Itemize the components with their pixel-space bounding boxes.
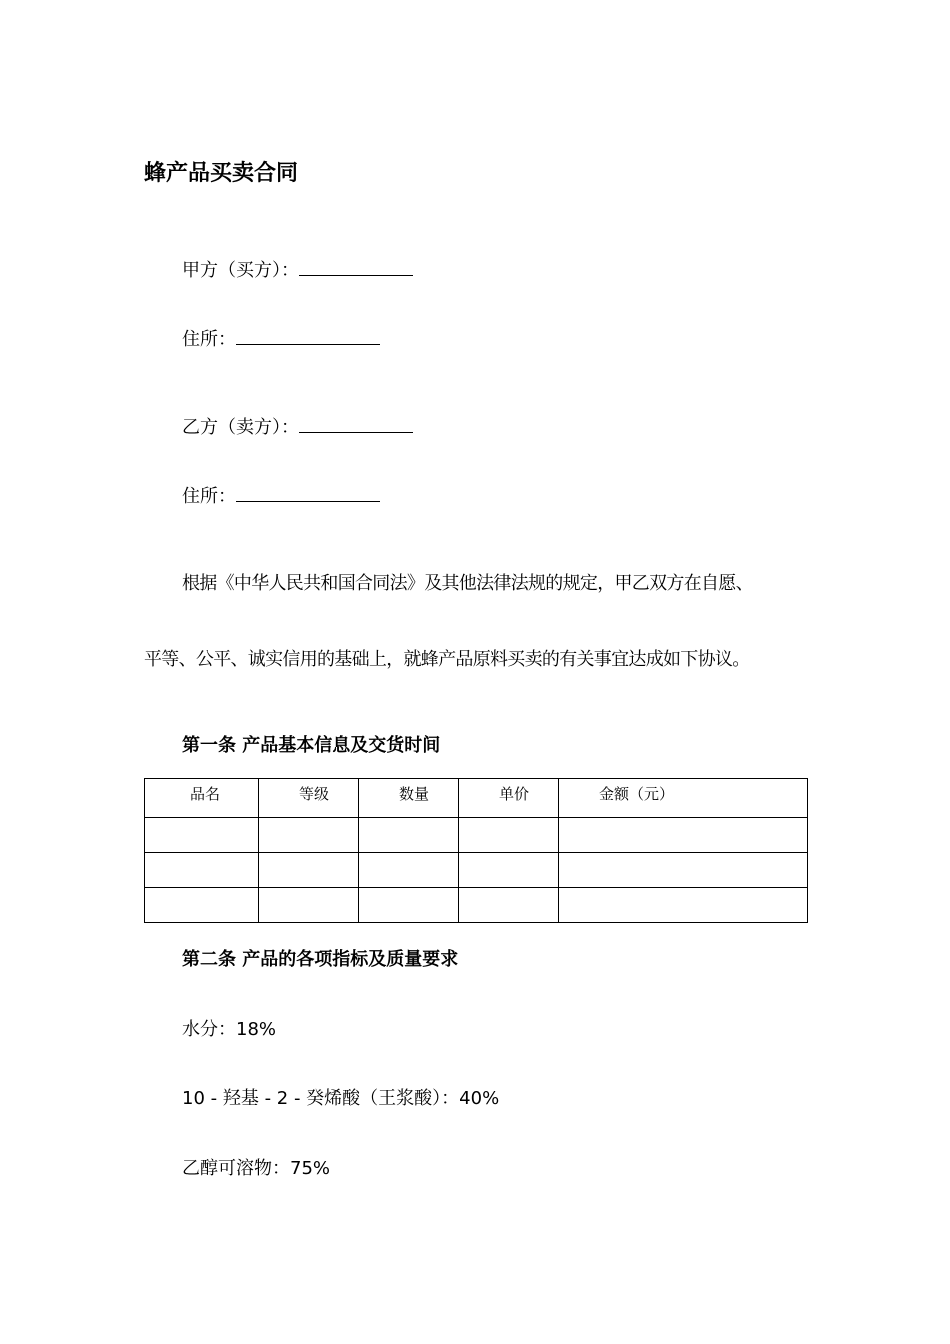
- table-cell[interactable]: [145, 888, 259, 923]
- table-cell[interactable]: [459, 888, 559, 923]
- table-cell[interactable]: [259, 853, 359, 888]
- party-a-address-line: [182, 325, 380, 351]
- table-cell[interactable]: [459, 818, 559, 853]
- party-b-label: 乙方（卖方）：: [182, 417, 299, 438]
- table-row: [145, 888, 808, 923]
- article-2-heading: 第二条 产品的各项指标及质量要求: [182, 949, 459, 970]
- quality-item-ethanol-soluble: 乙醇可溶物：75%: [182, 1158, 331, 1179]
- header-amount: 金额（元）: [559, 779, 808, 818]
- party-b-address-label: 住所：: [182, 486, 236, 507]
- table-row: [145, 818, 808, 853]
- table-cell[interactable]: [559, 853, 808, 888]
- table-cell[interactable]: [359, 853, 459, 888]
- table-cell[interactable]: [359, 888, 459, 923]
- product-info-table: [144, 778, 808, 923]
- article-1-heading: 第一条 产品基本信息及交货时间: [182, 735, 441, 756]
- header-quantity: 数量: [359, 779, 459, 818]
- party-a-address-blank[interactable]: [236, 330, 380, 345]
- intro-line-2: 平等、公平、诚实信用的基础上，就蜂产品原料买卖的有关事宜达成如下协议。: [144, 649, 750, 670]
- header-grade: 等级: [259, 779, 359, 818]
- party-b-address-line: [182, 482, 380, 508]
- table-row: [145, 853, 808, 888]
- table-cell[interactable]: [145, 818, 259, 853]
- party-b-address-blank[interactable]: [236, 487, 380, 502]
- party-a-label: 甲方（买方）：: [182, 260, 299, 281]
- table-cell[interactable]: [459, 853, 559, 888]
- party-b-line: [182, 413, 413, 439]
- document-title: 蜂产品买卖合同: [144, 161, 299, 186]
- table-cell[interactable]: [259, 888, 359, 923]
- table-cell[interactable]: [259, 818, 359, 853]
- party-a-address-label: 住所：: [182, 329, 236, 350]
- header-product-name: 品名: [145, 779, 259, 818]
- party-b-blank[interactable]: [299, 418, 413, 433]
- table-cell[interactable]: [359, 818, 459, 853]
- party-a-line: [182, 256, 413, 282]
- table-cell[interactable]: [559, 818, 808, 853]
- table-header-row: [145, 779, 808, 818]
- quality-item-10-hda: 10 - 羟基 - 2 - 癸烯酸（王浆酸）：40%: [182, 1088, 500, 1109]
- table-cell[interactable]: [559, 888, 808, 923]
- quality-item-moisture: 水分：18%: [182, 1019, 277, 1040]
- header-unit-price: 单价: [459, 779, 559, 818]
- party-a-blank[interactable]: [299, 261, 413, 276]
- intro-line-1: 根据《中华人民共和国合同法》及其他法律法规的规定，甲乙双方在自愿、: [182, 573, 753, 594]
- table-cell[interactable]: [145, 853, 259, 888]
